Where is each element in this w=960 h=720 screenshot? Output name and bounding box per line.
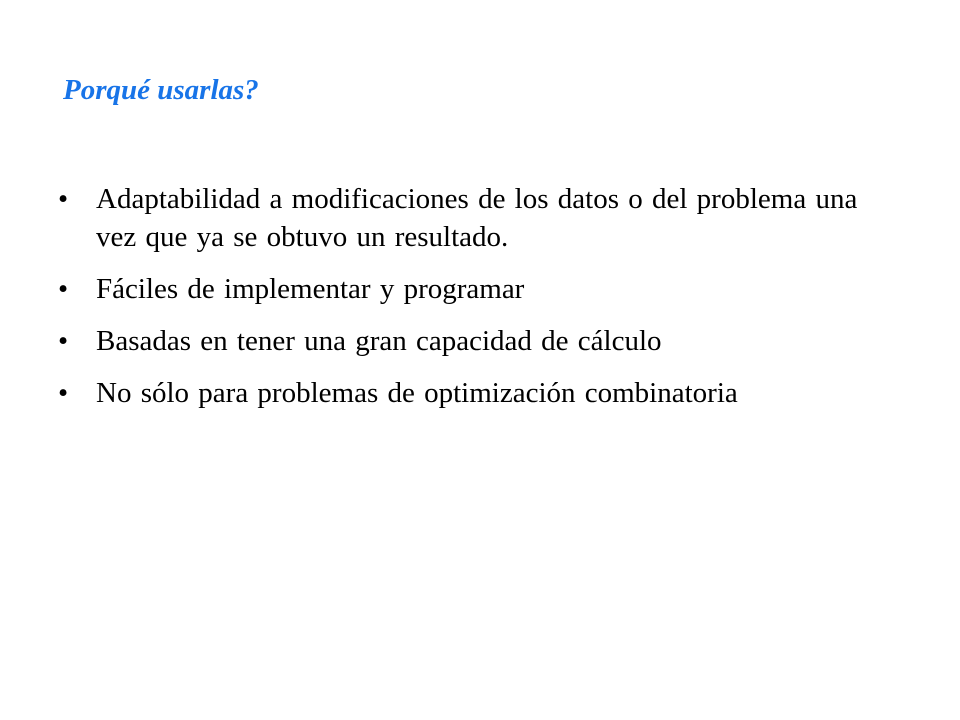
bullet-item [58, 270, 878, 308]
bullet-item [58, 322, 878, 360]
bullet-icon: • [58, 325, 69, 357]
bullet-list [58, 180, 878, 426]
bullet-item [58, 374, 878, 412]
slide-title: Porqué usarlas? [63, 74, 259, 106]
bullet-text: Adaptabilidad a modificaciones de los datos o del problema una vez que ya se obtuvo un resultado. [96, 183, 858, 253]
bullet-text: Fáciles de implementar y programar [96, 273, 525, 305]
bullet-icon: • [58, 183, 69, 215]
bullet-text: Basadas en tener una gran capacidad de cálculo [96, 325, 662, 357]
bullet-text: No sólo para problemas de optimización combinatoria [96, 377, 738, 409]
bullet-item [58, 180, 878, 256]
bullet-icon: • [58, 273, 69, 305]
bullet-icon: • [58, 377, 69, 409]
